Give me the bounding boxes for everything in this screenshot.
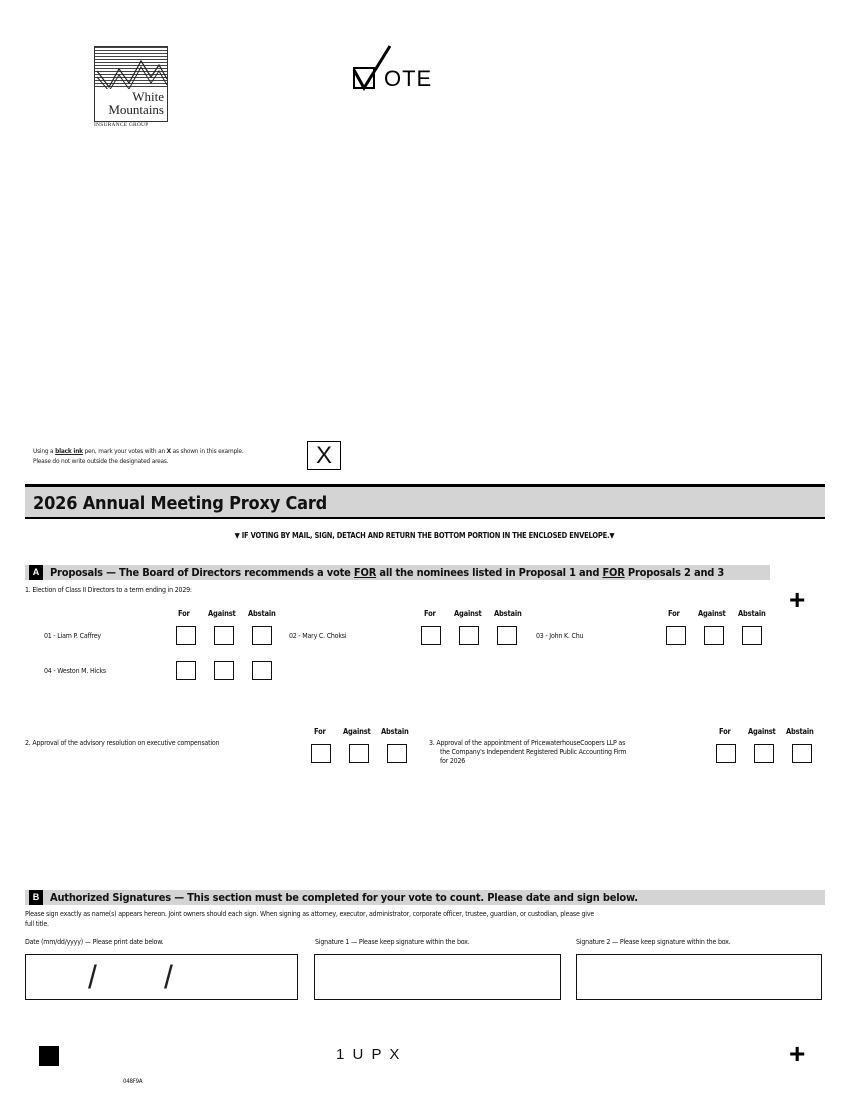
proposal-3-line1: 3. Approval of the appointment of PricewaterhouseCoopers LLP as xyxy=(429,739,626,747)
col-header-against: Against xyxy=(698,609,726,618)
section-a-for-2: FOR xyxy=(602,566,625,579)
proposal-1-label: 1. Election of Class II Directors to a term ending in 2029: xyxy=(25,586,192,594)
nominee-04-against-checkbox[interactable] xyxy=(214,661,234,680)
proposal-2-label: 2. Approval of the advisory resolution on executive compensation xyxy=(25,739,220,747)
instr-x: X xyxy=(166,447,171,455)
proposal-2-against-checkbox[interactable] xyxy=(349,744,369,763)
proposal-3-against-checkbox[interactable] xyxy=(754,744,774,763)
nominee-01-against-checkbox[interactable] xyxy=(214,626,234,645)
section-a-title-3: Proposals 2 and 3 xyxy=(624,566,725,579)
section-a-letter: A xyxy=(29,565,43,580)
nominee-03-abstain-checkbox[interactable] xyxy=(742,626,762,645)
col-header-for: For xyxy=(719,727,731,736)
nominee-02-against-checkbox[interactable] xyxy=(459,626,479,645)
small-code: 048F9A xyxy=(123,1078,143,1085)
sample-mark-box xyxy=(307,441,341,470)
logo-subtitle: INSURANCE GROUP xyxy=(94,122,149,128)
nominee-02-abstain-checkbox[interactable] xyxy=(497,626,517,645)
col-header-abstain: Abstain xyxy=(494,609,522,618)
nominee-04-for-checkbox[interactable] xyxy=(176,661,196,680)
section-a-title-2: all the nominees listed in Proposal 1 and xyxy=(376,566,603,579)
nominee-01-abstain-checkbox[interactable] xyxy=(252,626,272,645)
col-header-against: Against xyxy=(748,727,776,736)
proposal-3-for-checkbox[interactable] xyxy=(716,744,736,763)
registration-plus-top: + xyxy=(789,584,806,615)
col-header-abstain: Abstain xyxy=(786,727,814,736)
instructions-line1 xyxy=(33,447,244,455)
col-header-abstain: Abstain xyxy=(381,727,409,736)
instr-prefix: Using a xyxy=(33,447,56,455)
proposal-2-for-checkbox[interactable] xyxy=(311,744,331,763)
signature-1-input[interactable] xyxy=(314,954,561,1000)
mountain-icon xyxy=(95,47,168,89)
registration-square xyxy=(39,1046,59,1066)
proposal-3-abstain-checkbox[interactable] xyxy=(792,744,812,763)
date-input[interactable] xyxy=(25,954,298,1000)
signature-2-input[interactable] xyxy=(576,954,822,1000)
vote-wordmark: OTE xyxy=(384,66,433,91)
date-separator: / xyxy=(88,959,97,995)
nominee-03-for-checkbox[interactable] xyxy=(666,626,686,645)
company-logo xyxy=(94,46,168,122)
nominee-01-for-checkbox[interactable] xyxy=(176,626,196,645)
sample-x-mark: X xyxy=(315,442,332,469)
registration-plus-bottom: + xyxy=(789,1038,806,1069)
instr-black-ink: black ink xyxy=(55,447,83,455)
col-header-abstain: Abstain xyxy=(248,609,276,618)
col-header-for: For xyxy=(178,609,190,618)
mail-instructions: ▼ IF VOTING BY MAIL, SIGN, DETACH AND RETURN THE BOTTOM PORTION IN THE ENCLOSED ENVELOPE.▼ xyxy=(234,531,615,540)
section-a-for-1: FOR xyxy=(353,566,377,579)
nominee-label: 01 - Liam P. Caffrey xyxy=(44,632,101,640)
page-title: 2026 Annual Meeting Proxy Card xyxy=(33,493,328,514)
section-b-letter: B xyxy=(29,890,43,905)
proposal-3-line3: for 2026 xyxy=(440,757,466,765)
nominee-02-for-checkbox[interactable] xyxy=(421,626,441,645)
nominee-label: 03 - John K. Chu xyxy=(536,632,584,640)
instructions-line2: Please do not write outside the designated areas. xyxy=(33,457,169,465)
logo-text-white: White xyxy=(132,89,164,104)
proposal-2-abstain-checkbox[interactable] xyxy=(387,744,407,763)
signature-1-label: Signature 1 — Please keep signature within the box. xyxy=(315,938,470,946)
col-header-for: For xyxy=(314,727,326,736)
section-b-title: Authorized Signatures — This section must be completed for your vote to count. Please date and sign below. xyxy=(50,891,638,904)
instr-suffix: as shown in this example. xyxy=(170,447,244,455)
logo-text-mountains: Mountains xyxy=(108,102,164,117)
nominee-label: 04 - Weston M. Hicks xyxy=(44,667,106,675)
signature-2-label: Signature 2 — Please keep signature within the box. xyxy=(576,938,731,946)
nominee-04-abstain-checkbox[interactable] xyxy=(252,661,272,680)
col-header-against: Against xyxy=(454,609,482,618)
nominee-03-against-checkbox[interactable] xyxy=(704,626,724,645)
signature-instructions-1: Please sign exactly as name(s) appears hereon. Joint owners should each sign. When signing as attorney, executor, administrator, corporate officer, trustee, guardian, or custodian, please give xyxy=(25,910,595,918)
col-header-for: For xyxy=(424,609,436,618)
instr-mid: pen, mark your votes with an xyxy=(82,447,167,455)
col-header-against: Against xyxy=(208,609,236,618)
form-code: 1 U P X xyxy=(336,1046,402,1063)
proposal-3-line2: the Company's Independent Registered Public Accounting Firm xyxy=(440,748,627,756)
section-a-title-1: Proposals — The Board of Directors recommends a vote xyxy=(50,566,354,579)
col-header-for: For xyxy=(668,609,680,618)
date-separator: / xyxy=(164,959,173,995)
col-header-against: Against xyxy=(343,727,371,736)
nominee-label: 02 - Mary C. Choksi xyxy=(289,632,347,640)
section-a-title xyxy=(50,566,724,579)
col-header-abstain: Abstain xyxy=(738,609,766,618)
date-label: Date (mm/dd/yyyy) — Please print date below. xyxy=(25,938,164,946)
signature-instructions-2: full title. xyxy=(25,920,49,928)
